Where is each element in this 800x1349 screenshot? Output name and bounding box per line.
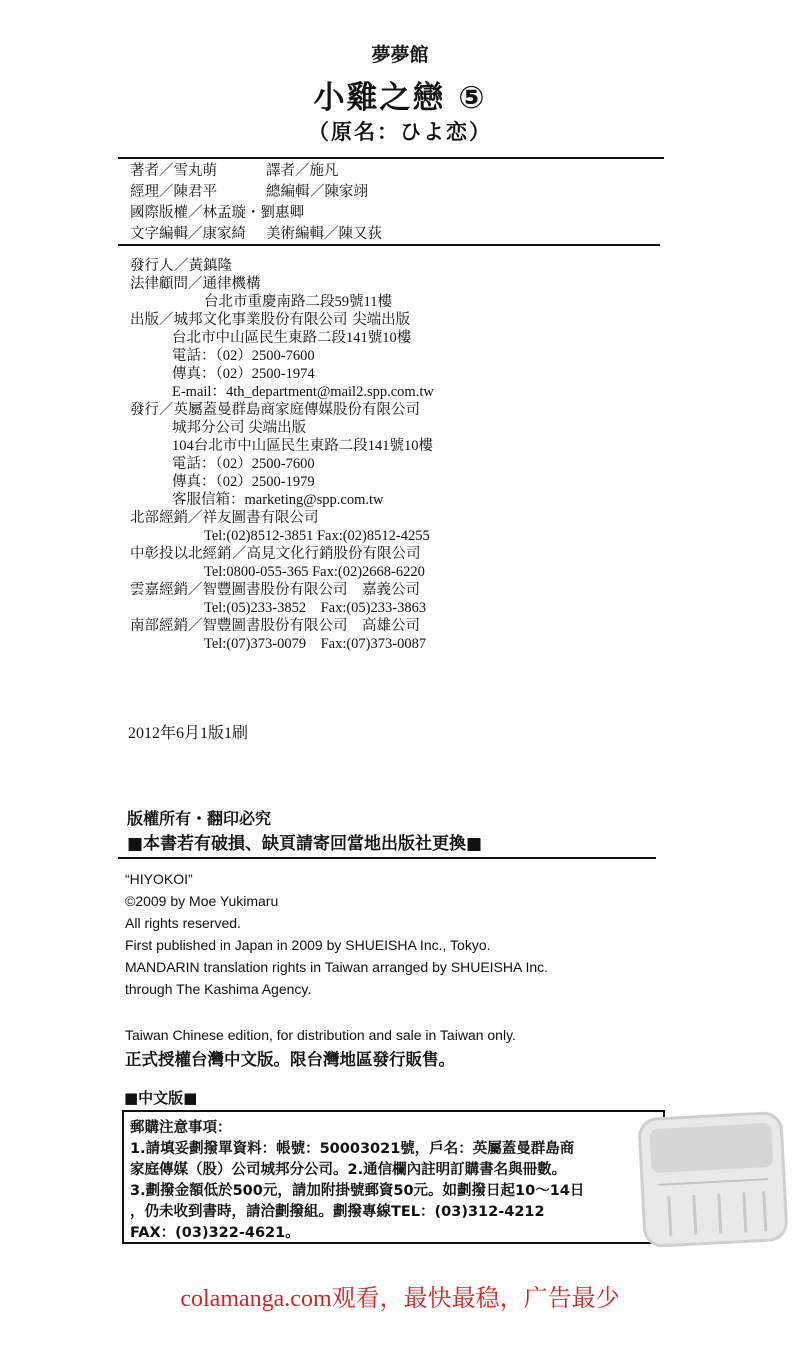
chinese-edition-tag: ■中文版■ xyxy=(124,1089,198,1107)
publishing-text: 104台北市中山區民生東路二段141號10樓 xyxy=(172,438,433,454)
publishing-text: 客服信箱：marketing@spp.com.tw xyxy=(172,492,384,508)
publishing-text: 電話：（02）2500-7600 xyxy=(172,348,315,364)
publisher-name: 夢夢館 xyxy=(371,44,429,66)
credit-label: 經理 xyxy=(130,184,159,200)
publishing-label: 雲嘉經銷 xyxy=(130,582,188,598)
return-notice: ■本書若有破損、缺頁請寄回當地出版社更換■ xyxy=(127,834,483,854)
publishing-text: 台北市重慶南路二段59號11樓 xyxy=(204,294,392,310)
publishing-text: ／智豐圖書股份有限公司 高雄公司 xyxy=(188,618,420,634)
divider-notices xyxy=(118,857,656,859)
copyright-notice: 版權所有・翻印必究 xyxy=(127,809,272,828)
credit-label: 文字編輯 xyxy=(130,226,188,242)
order-notice-line: ，仍未收到書時，請洽劃撥組。劃撥專線TEL：(03)312-4212 xyxy=(130,1204,545,1220)
credit-label: 美術編輯 xyxy=(266,226,324,242)
order-notice-line: 1.請填妥劃撥單資料：帳號：50003021號，戶名：英屬蓋曼群島商 xyxy=(130,1141,575,1157)
publishing-text: ／通律機構 xyxy=(188,276,261,292)
credit-label: 著者 xyxy=(130,163,159,179)
publishing-label: 出版 xyxy=(130,312,159,328)
original-title: （原名：ひよ恋） xyxy=(308,120,492,144)
publishing-text: 傳真：（02）2500-1979 xyxy=(172,474,315,490)
publishing-label: 中彰投以北經銷 xyxy=(130,546,232,562)
order-notice-line: 3.劃撥金額低於500元，請加附掛號郵資50元。如劃撥日起10～14日 xyxy=(130,1183,585,1199)
publishing-text: 電話：（02）2500-7600 xyxy=(172,456,315,472)
credit-value: ／陳家翊 xyxy=(310,184,368,200)
publishing-text: 城邦分公司 尖端出版 xyxy=(172,420,307,436)
publishing-label: 北部經銷 xyxy=(130,510,188,526)
footer-ad-text: colamanga.com观看，最快最稳，广告最少 xyxy=(180,1286,620,1312)
publishing-text: Tel:(07)373-0079 Fax:(07)373-0087 xyxy=(204,636,427,652)
publishing-text: ／英屬蓋曼群島商家庭傳媒股份有限公司 xyxy=(159,402,420,418)
taiwan-edition-official: 正式授權台灣中文版。限台灣地區發行販售。 xyxy=(125,1050,455,1069)
english-credit-line: All rights reserved. xyxy=(125,915,241,931)
publishing-text: ／智豐圖書股份有限公司 嘉義公司 xyxy=(188,582,420,598)
book-title: 小雞之戀 ⑤ xyxy=(313,80,487,116)
credit-label: 譯者 xyxy=(266,163,295,179)
order-notice-line: 郵購注意事項： xyxy=(130,1120,232,1136)
publishing-text: E-mail：4th_department@mail2.spp.com.tw xyxy=(172,384,434,400)
publishing-text: Tel:(02)8512-3851 Fax:(02)8512-4255 xyxy=(204,528,430,544)
english-credit-line: MANDARIN translation rights in Taiwan arranged by SHUEISHA Inc. xyxy=(125,959,549,975)
publishing-text: Tel:(05)233-3852 Fax:(05)233-3863 xyxy=(204,600,427,616)
divider-top xyxy=(118,157,664,159)
order-notice-box xyxy=(122,1110,665,1244)
publishing-text: ／黃鎮隆 xyxy=(174,258,232,274)
credit-value: ／康家綺 xyxy=(188,226,246,242)
taiwan-edition-note: Taiwan Chinese edition, for distribution and sale in Taiwan only. xyxy=(125,1027,516,1043)
publishing-label: 南部經銷 xyxy=(130,618,188,634)
publishing-text: 傳真：（02）2500-1974 xyxy=(172,366,315,382)
divider-credits xyxy=(118,244,660,246)
publishing-label: 法律顧問 xyxy=(130,276,188,292)
publishing-text: ／高見文化行銷股份有限公司 xyxy=(232,546,421,562)
credit-value: ／施凡 xyxy=(295,163,339,179)
credit-value: ／雪丸萌 xyxy=(159,163,217,179)
publishing-label: 發行 xyxy=(130,402,159,418)
credit-label: 國際版權 xyxy=(130,205,188,221)
publishing-text: ／城邦文化事業股份有限公司 尖端出版 xyxy=(159,312,411,328)
english-credit-line: First published in Japan in 2009 by SHUEISHA Inc., Tokyo. xyxy=(125,937,491,953)
publishing-text: ／祥友圖書有限公司 xyxy=(188,510,319,526)
order-notice-line: 家庭傳媒（股）公司城邦分公司。2.通信欄內註明訂購書名與冊數。 xyxy=(130,1162,567,1178)
english-credit-line: “HIYOKOI” xyxy=(125,871,193,887)
credit-value: ／陳君平 xyxy=(159,184,217,200)
english-credit-line: through The Kashima Agency. xyxy=(125,981,312,997)
edition-date: 2012年6月1版1刷 xyxy=(128,725,249,742)
credit-label: 總編輯 xyxy=(266,184,310,200)
publishing-text: Tel:0800-055-365 Fax:(02)2668-6220 xyxy=(204,564,425,580)
credit-value: ／林孟璇・劉惠卿 xyxy=(188,205,304,221)
order-notice-line: FAX：(03)322-4621。 xyxy=(130,1225,300,1241)
watermark-stamp-icon xyxy=(635,1108,792,1251)
publishing-label: 發行人 xyxy=(130,258,174,274)
credit-value: ／陳又荻 xyxy=(324,226,382,242)
publishing-text: 台北市中山區民生東路二段141號10樓 xyxy=(172,330,412,346)
english-credit-line: ©2009 by Moe Yukimaru xyxy=(125,893,279,909)
